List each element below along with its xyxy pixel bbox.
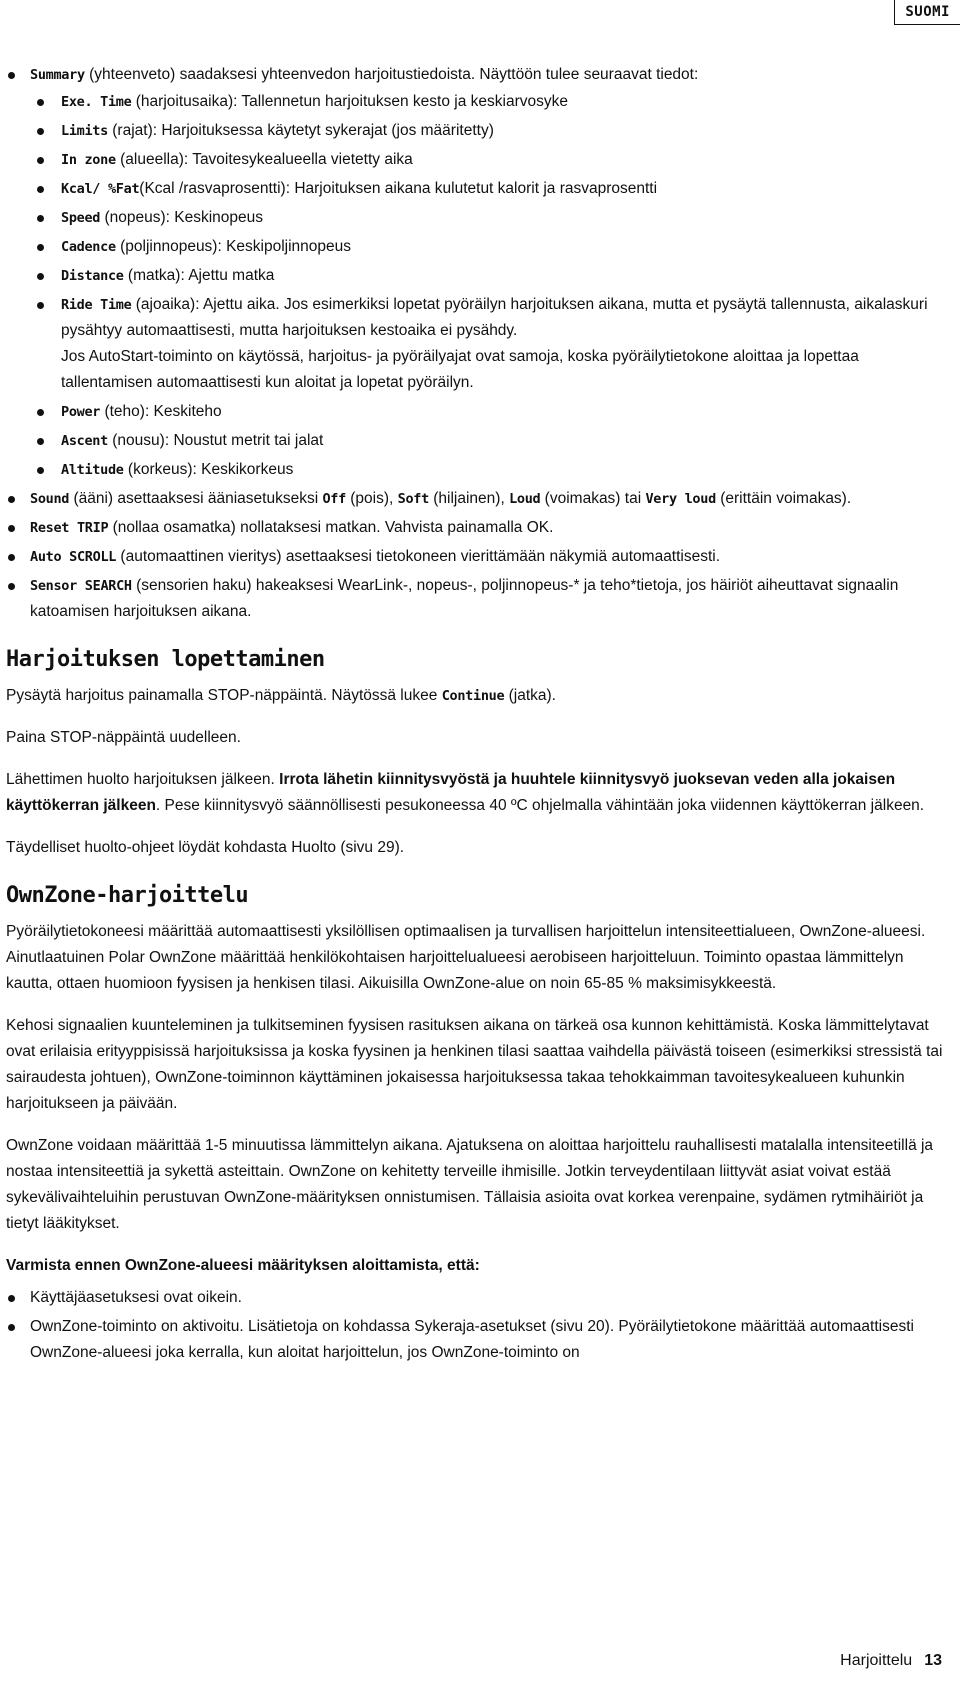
ride-time-note: Jos AutoStart-toiminto on käytössä, harjoitus- ja pyöräilyajat ovat samoja, koska pyöräilytietokone aloittaa ja lopettaa tallentamisen automaattisesti kun aloitat ja lopetat pyöräilyn. <box>61 348 859 391</box>
menu-list <box>6 62 950 625</box>
list-item-sound: Sound (ääni) asettaaksesi ääniasetukseksi Off (pois), Soft (hiljainen), Loud (voimakas) tai Very loud (erittäin voimakas). <box>6 486 950 512</box>
paragraph: Paina STOP-näppäintä uudelleen. <box>6 729 241 746</box>
list-item: Speed (nopeus): Keskinopeus <box>30 205 950 231</box>
paragraph: Täydelliset huolto-ohjeet löydät kohdasta Huolto (sivu 29). <box>6 839 405 856</box>
list-item-auto-scroll: Auto SCROLL (automaattinen vieritys) asettaaksesi tietokoneen vierittämään näkymiä automaattisesti. <box>6 544 950 570</box>
paragraph: Kehosi signaalien kuunteleminen ja tulkitseminen fyysisen rasituksen aikana on tärkeä osa kunnon kehittämistä. Koska lämmittelytavat ovat erilaisia erityyppisissä harjoituksissa ja koska fyysinen ja henkinen tilasi saattaa vaihdella päivästä toiseen (esimerkiksi stressistä tai sairaudesta johtuen), OwnZone-toiminnon käyttäminen jokaisessa harjoituksessa takaa tehokkaimman tavoitesykealueen kuhunkin harjoitukseen ja päivään. <box>6 1017 943 1112</box>
footer-label: Harjoittelu <box>840 1652 913 1669</box>
page-content <box>6 62 950 1369</box>
list-item-summary: Summary (yhteenveto) saadaksesi yhteenvedon harjoitustiedoista. Näyttöön tulee seuraavat tiedot: Exe. Time (harjoitusaika): Tallennetun harjoituksen kesto ja keskiarvosyke Limits (rajat): Harjoituksessa käytetyt sykerajat (jos määritetty) In zone (alueella): Tavoitesykealueella vietetty aika Kcal/ %Fat(Kcal /rasvaprosentti): Harjoituksen aikana kulutetut kalorit ja rasvaprosentti Speed (nopeus): Keskinopeus Cadence (poljinnopeus): Keskipoljinnopeus Distance (matka): Ajettu matka Ride Time (ajoaika): Ajettu aika. Jos esimerkiksi lopetat pyöräilyn harjoituksen aikana, mutta et pysäytä tallennusta, aikalaskuri pysähtyy automaattisesti, mutta harjoituksen kestoaika ei pysähdy. Jos AutoStart-toiminto on käytössä, harjoitus- ja pyöräilyajat ovat samoja, koska pyöräilytietokone aloittaa ja lopettaa tallentamisen automaattisesti kun aloitat ja lopetat pyöräilyn. Power (teho): Keskiteho Ascent (nousu): Noustut metrit tai jalat Altitude (korkeus): Keskikorkeus <box>6 62 950 483</box>
list-item: Limits (rajat): Harjoituksessa käytetyt sykerajat (jos määritetty) <box>30 118 950 144</box>
paragraph: Lähettimen huolto harjoituksen jälkeen. Irrota lähetin kiinnitysvyöstä ja huuhtele kiinnitysvyö juoksevan veden alla jokaisen käyttökerran jälkeen. Pese kiinnitysvyö säännöllisesti pesukoneessa 40 ºC ohjelmalla vähintään joka viidennen käyttökerran jälkeen. <box>6 771 925 814</box>
paragraph: Pyöräilytietokoneesi määrittää automaattisesti yksilöllisen optimaalisen ja turvallisen harjoittelun intensiteettialueen, OwnZone-alueesi. Ainutlaatuinen Polar OwnZone määrittää henkilökohtaisen harjoittelualueesi aerobiseen harjoitteluun. Toiminto opastaa lämmittelyn kautta, ottaen huomioon fyysisen ja henkisen tilasi. Aikuisilla OwnZone-alue on noin 65-85 % maksimisykkeestä. <box>6 923 926 992</box>
list-item: Ascent (nousu): Noustut metrit tai jalat <box>30 428 950 454</box>
list-item: Kcal/ %Fat(Kcal /rasvaprosentti): Harjoituksen aikana kulutetut kalorit ja rasvaprosentti <box>30 176 950 202</box>
list-item: Exe. Time (harjoitusaika): Tallennetun harjoituksen kesto ja keskiarvosyke <box>30 89 950 115</box>
language-tab: SUOMI <box>894 0 960 25</box>
list-item: Altitude (korkeus): Keskikorkeus <box>30 457 950 483</box>
list-item-reset-trip: Reset TRIP (nollaa osamatka) nollataksesi matkan. Vahvista painamalla OK. <box>6 515 950 541</box>
page-footer <box>840 1648 942 1674</box>
list-item: OwnZone-toiminto on aktivoitu. Lisätietoja on kohdassa Sykeraja-asetukset (sivu 20). Pyöräilytietokone määrittää automaattisesti OwnZone-alueesi joka kerralla, kun aloitat harjoittelun, jos OwnZone-toiminto on <box>6 1314 950 1366</box>
list-item: Power (teho): Keskiteho <box>30 399 950 425</box>
checklist <box>6 1285 950 1366</box>
menu-key-summary: Summary <box>30 67 85 83</box>
list-item: Käyttäjäasetuksesi ovat oikein. <box>6 1285 950 1311</box>
section-title-stopping: Harjoituksen lopettaminen <box>6 647 325 672</box>
list-item: In zone (alueella): Tavoitesykealueella vietetty aika <box>30 147 950 173</box>
list-item: Distance (matka): Ajettu matka <box>30 263 950 289</box>
list-item-sensor-search: Sensor SEARCH (sensorien haku) hakeaksesi WearLink-, nopeus-, poljinnopeus-* ja teho*tietoja, jos häiriöt aiheuttavat signaalin katoamisen harjoituksen aikana. <box>6 573 950 625</box>
section-title-ownzone: OwnZone-harjoittelu <box>6 883 249 908</box>
page-number: 13 <box>924 1652 942 1669</box>
paragraph: OwnZone voidaan määrittää 1-5 minuutissa lämmittelyn aikana. Ajatuksena on aloittaa harjoittelu rauhallisesti matalalla intensiteetillä ja nostaa intensiteettiä ja sykettä asteittain. OwnZone on kehitetty terveille ihmisille. Jotkin terveydentilaan liittyvät asiat voivat estää sykevälivaihteluihin perustuvan OwnZone-määrityksen onnistumisen. Tällaisia asioita ovat korkea verenpaine, sydämen rytmihäiriöt ja tietyt lääkitykset. <box>6 1137 934 1232</box>
checklist-lead: Varmista ennen OwnZone-alueesi määrityksen aloittamista, että: <box>6 1257 480 1274</box>
paragraph: Pysäytä harjoitus painamalla STOP-näppäintä. Näytössä lukee Continue (jatka). <box>6 687 556 704</box>
summary-sublist <box>30 89 950 483</box>
list-item: Cadence (poljinnopeus): Keskipoljinnopeus <box>30 234 950 260</box>
list-item: Ride Time (ajoaika): Ajettu aika. Jos esimerkiksi lopetat pyöräilyn harjoituksen aikana, mutta et pysäytä tallennusta, aikalaskuri pysähtyy automaattisesti, mutta harjoituksen kestoaika ei pysähdy. Jos AutoStart-toiminto on käytössä, harjoitus- ja pyöräilyajat ovat samoja, koska pyöräilytietokone aloittaa ja lopettaa tallentamisen automaattisesti kun aloitat ja lopetat pyöräilyn. <box>30 292 950 396</box>
